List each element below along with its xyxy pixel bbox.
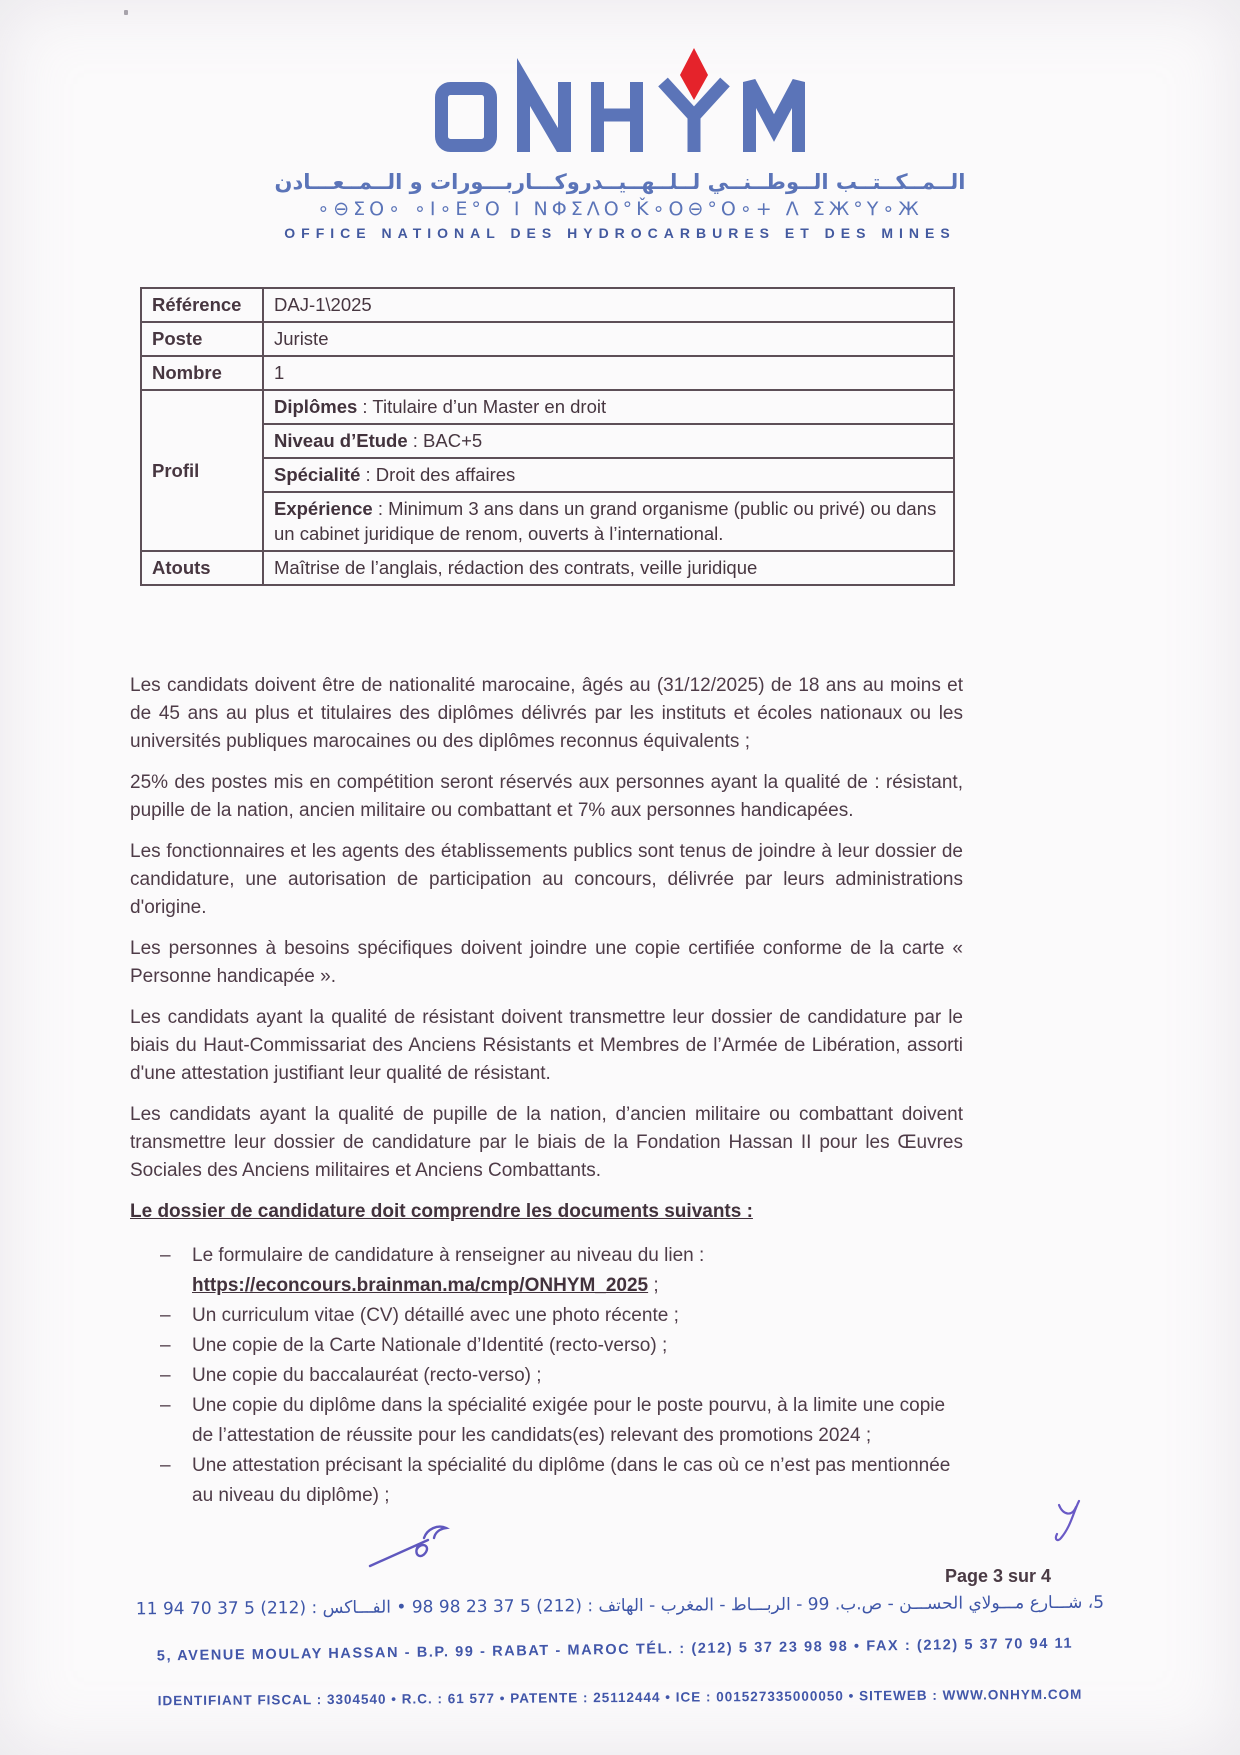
- list-item-attestation-specialite: [160, 1451, 963, 1511]
- profil-specialite-rest: : Droit des affaires: [360, 464, 516, 485]
- paragraph-resistant: Les candidats ayant la qualité de résistant doivent transmettre leur dossier de candidature par le biais du Haut-Commissariat des Anciens Résistants et Membres de l’Armée de Libération, assorti d'une attestation justifiant leur qualité de résistant.: [130, 1007, 963, 1084]
- company-name-french: OFFICE NATIONAL DES HYDROCARBURES ET DES MINES: [284, 225, 956, 241]
- table-row-nombre: [141, 356, 954, 390]
- atouts-value: Maîtrise de l’anglais, rédaction des contrats, veille juridique: [263, 551, 954, 585]
- dash-marker: –: [160, 1395, 171, 1416]
- list-item-text: Une copie de la Carte Nationale d’Identité (recto-verso) ;: [192, 1335, 668, 1356]
- footer-address-french: 5, AVENUE MOULAY HASSAN - B.P. 99 - RABAT - MAROC TÉL. : (212) 5 37 23 98 98 • FAX : (212) 5 37 70 94 11: [156, 1635, 1074, 1665]
- paragraph-pupille: Les candidats ayant la qualité de pupille de la nation, d’ancien militaire ou combattant doivent transmettre leur dossier de candidature par le biais de la Fondation Hassan II pour les Œuvres Sociales des Anciens militaires et Anciens Combattants.: [130, 1104, 963, 1181]
- atouts-label: Atouts: [141, 551, 263, 585]
- paragraph-quota: 25% des postes mis en compétition seront réservés aux personnes ayant la qualité de : résistant, pupille de la nation, ancien militaire ou combattant et 7% aux personnes handicapées.: [130, 772, 963, 821]
- profil-niveau: [263, 424, 954, 458]
- documents-heading: Le dossier de candidature doit comprendre les documents suivants :: [130, 1201, 753, 1222]
- profil-experience-rest: : Minimum 3 ans dans un grand organisme (public ou privé) ou dans un cabinet juridique de renom, ouverts à l’international.: [274, 498, 937, 544]
- reference-label: Référence: [141, 288, 263, 322]
- list-item-cin: [160, 1331, 963, 1361]
- body-content: [130, 672, 963, 1511]
- profil-diplomes-rest: : Titulaire d’un Master en droit: [357, 396, 607, 417]
- list-item-cv: [160, 1301, 963, 1331]
- dash-marker: –: [160, 1245, 171, 1266]
- table-row-reference: [141, 288, 954, 322]
- link-suffix: ;: [648, 1275, 659, 1296]
- profil-niveau-rest: : BAC+5: [407, 430, 483, 451]
- paragraph-nationality: Les candidats doivent être de nationalité marocaine, âgés au (31/12/2025) de 18 ans au moins et de 45 ans au plus et titulaires des diplômes délivrés par les instituts et écoles nationaux ou les universités publiques marocaines ou des diplômes reconnus équivalents ;: [130, 675, 963, 752]
- profil-diplomes: [263, 390, 954, 424]
- profil-niveau-lead: Niveau d’Etude: [274, 430, 408, 451]
- list-item-text: Une copie du baccalauréat (recto-verso) ;: [192, 1365, 542, 1386]
- profil-specialite: [263, 458, 954, 492]
- table-row-profil-experience: [141, 492, 954, 551]
- company-name-tifinagh: ∘⊖ΣΟ∘ ∘Ι∘Ε°Ο Ι ΝΦΣΛΟ°Ǩ∘Ο⊖°Ο∘+ Λ ΣЖ°Υ∘Ж: [317, 198, 923, 220]
- profil-experience-lead: Expérience: [274, 498, 373, 519]
- signature-mark: [366, 1514, 466, 1572]
- table-row-poste: [141, 322, 954, 356]
- onhym-logo: [435, 48, 805, 152]
- list-item-text: Une attestation précisant la spécialité du diplôme (dans le cas où ce n’est pas mentionnée au niveau du diplôme) ;: [192, 1455, 951, 1506]
- dash-marker: –: [160, 1335, 171, 1356]
- table-row-profil-specialite: [141, 458, 954, 492]
- profil-diplomes-lead: Diplômes: [274, 396, 358, 417]
- list-item-text: Une copie du diplôme dans la spécialité exigée pour le poste pourvu, à la limite une copie de l’attestation de réussite pour les candidats(es) relevant des promotions 2024 ;: [192, 1395, 946, 1446]
- application-link-line: [192, 1271, 963, 1301]
- footer-address-arabic: 5، شـــارع مـــولاي الحســـن - ص.ب. 99 - الربـــاط - المغرب - الهاتف : (212) 5 37 23 98 98 • الفـــاكس : (212) 5 37 70 94 11: [135, 1592, 1105, 1620]
- application-link[interactable]: https://econcours.brainman.ma/cmp/ONHYM_2025: [192, 1275, 649, 1296]
- list-item-text: Un curriculum vitae (CV) détaillé avec une photo récente ;: [192, 1305, 679, 1326]
- profil-specialite-lead: Spécialité: [274, 464, 361, 485]
- list-item-diplome: [160, 1391, 963, 1451]
- list-item-text: Le formulaire de candidature à renseigner au niveau du lien :: [192, 1245, 705, 1266]
- logo-wordmark: [442, 82, 799, 152]
- footer-fiscal-info: IDENTIFIANT FISCAL : 3304540 • R.C. : 61 577 • PATENTE : 25112444 • ICE : 001527335000050 • SITEWEB : WWW.ONHYM.COM: [157, 1686, 1083, 1709]
- letterhead: [0, 0, 1240, 241]
- page-number: Page 3 sur 4: [945, 1566, 1052, 1586]
- dash-marker: –: [160, 1305, 171, 1326]
- documents-list: [130, 1241, 963, 1511]
- nombre-label: Nombre: [141, 356, 263, 390]
- list-item-formulaire: [160, 1241, 963, 1301]
- logo-flame-icon: [680, 48, 708, 100]
- dash-marker: –: [160, 1455, 171, 1476]
- table-row-profil-niveau: [141, 424, 954, 458]
- poste-value: Juriste: [263, 322, 954, 356]
- reference-value: DAJ-1\2025: [263, 288, 954, 322]
- paraph-mark: [1050, 1498, 1092, 1550]
- paragraph-fonctionnaires: Les fonctionnaires et les agents des établissements publics sont tenus de joindre à leur dossier de candidature, une autorisation de participation au concours, délivrée par leurs administrations d'origine.: [130, 841, 963, 918]
- table-row-atouts: [141, 551, 954, 585]
- table-row-profil-diplomes: [141, 390, 954, 424]
- paragraph-besoins-specifiques: Les personnes à besoins spécifiques doivent joindre une copie certifiée conforme de la carte « Personne handicapée ».: [130, 938, 963, 987]
- company-name-arabic: الــمــكــتــب الــوطــنــي لــلــهــيــدروكـــاربـــورات و الــمــعـــادن: [274, 170, 966, 194]
- dash-marker: –: [160, 1365, 171, 1386]
- job-posting-table: [140, 287, 955, 586]
- list-item-baccalaureat: [160, 1361, 963, 1391]
- profil-label: Profil: [141, 390, 263, 551]
- profil-experience: [263, 492, 954, 551]
- nombre-value: 1: [263, 356, 954, 390]
- poste-label: Poste: [141, 322, 263, 356]
